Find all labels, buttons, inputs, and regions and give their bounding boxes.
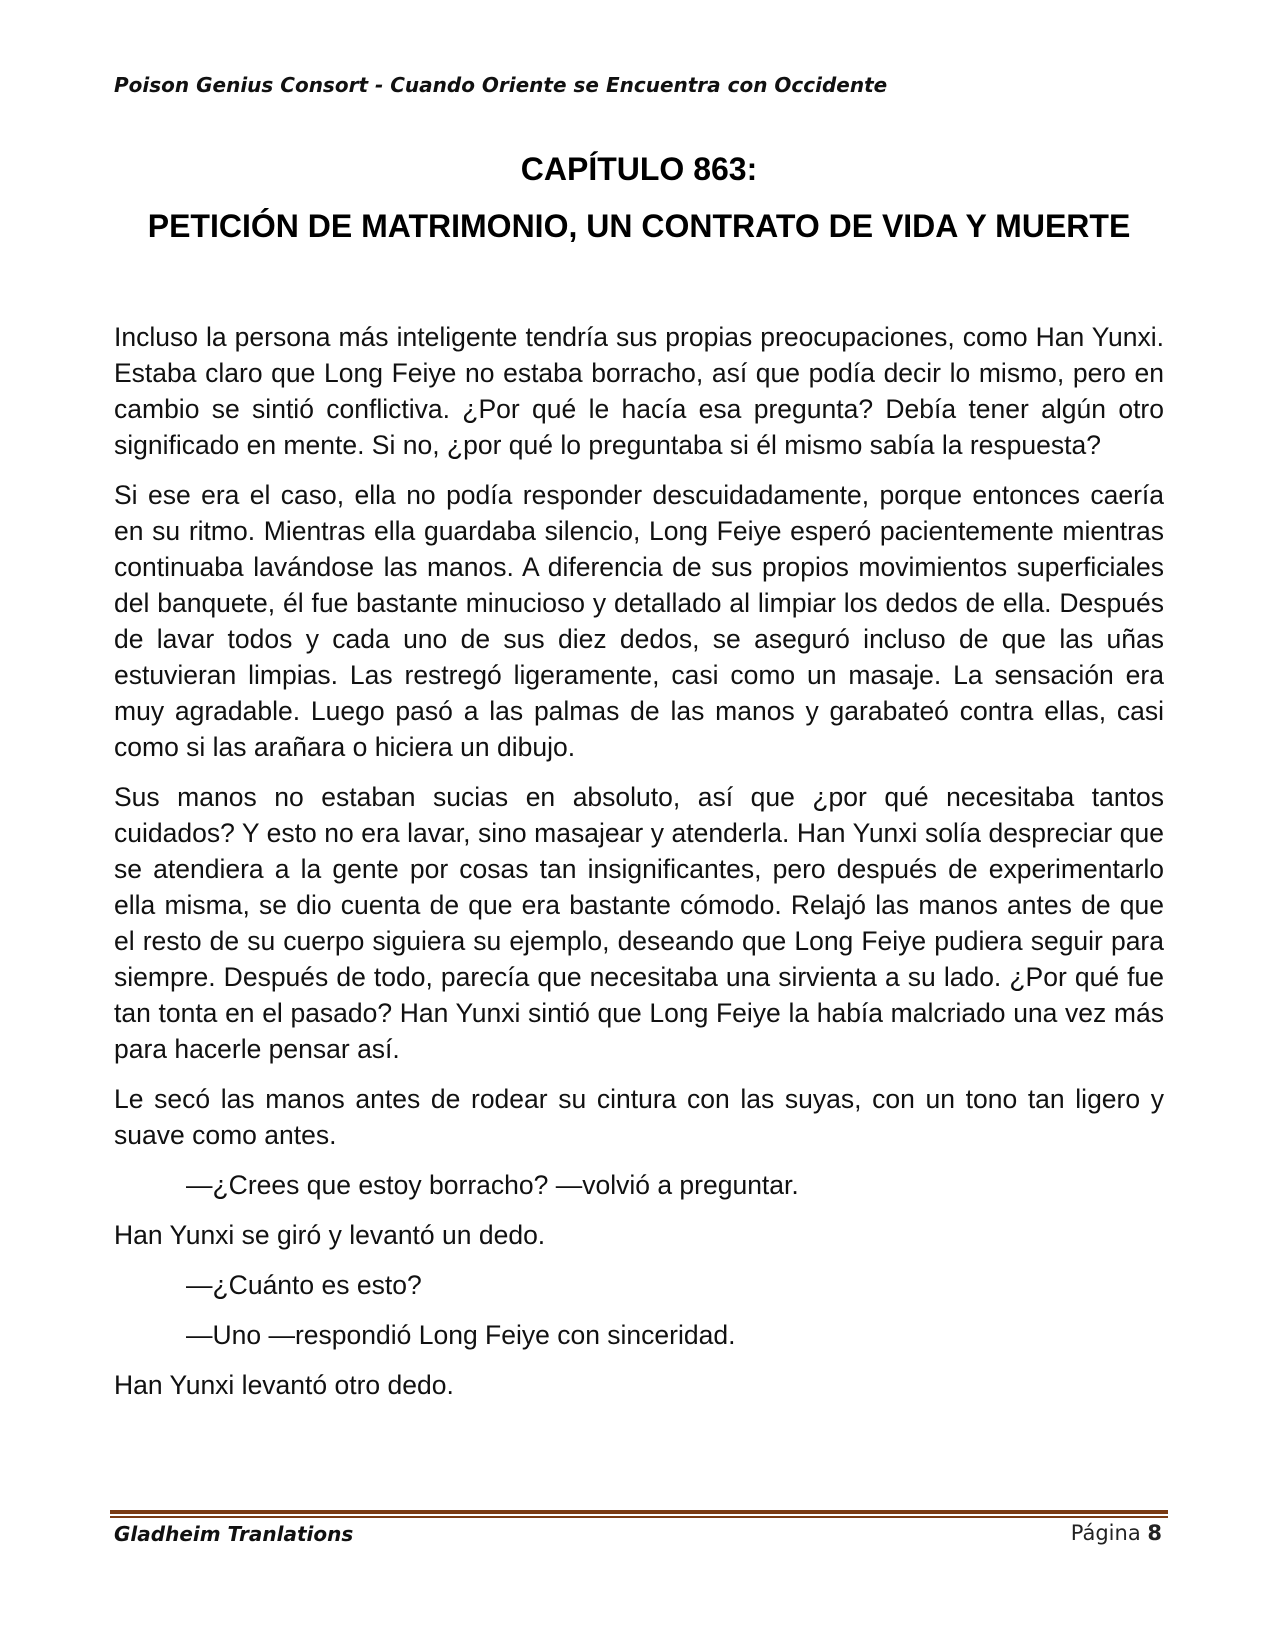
page-number [1071,1521,1162,1545]
chapter-heading [114,148,1164,247]
dialogue-line: —¿Cuánto es esto? [186,1270,422,1300]
paragraph: Sus manos no estaban sucias en absoluto, así que ¿por qué necesitaba tantos cuidados? Y esto no era lavar, sino masajear y atenderla. Han Yunxi solía despreciar que se atendiera a la gente por cosas tan insignificantes, pero después de experimentarlo ella misma, se dio cuenta de que era bastante cómodo. Relajó las manos antes de que el resto de su cuerpo siguiera su ejemplo, deseando que Long Feiye pudiera seguir para siempre. Después de todo, parecía que necesitaba una sirvienta a su lado. ¿Por qué fue tan tonta en el pasado? Han Yunxi sintió que Long Feiye la había malcriado una vez más para hacerle pensar así. [114,782,1164,1064]
paragraph: Le secó las manos antes de rodear su cintura con las suyas, con un tono tan ligero y suave como antes. [114,1084,1164,1150]
paragraph: Han Yunxi se giró y levantó un dedo. [114,1220,546,1250]
page-label: Página [1070,1521,1141,1545]
footer-divider-thin [110,1516,1168,1518]
chapter-body [114,319,1164,1417]
dialogue-line: —Uno —respondió Long Feiye con sinceridad. [186,1320,736,1350]
dialogue-line: —¿Crees que estoy borracho? —volvió a preguntar. [186,1170,799,1200]
chapter-number: CAPÍTULO 863: [520,151,758,187]
paragraph: Han Yunxi levantó otro dedo. [114,1370,454,1400]
footer-divider-thick [110,1510,1168,1514]
paragraph: Incluso la persona más inteligente tendría sus propias preocupaciones, como Han Yunxi. Estaba claro que Long Feiye no estaba borracho, así que podía decir lo mismo, pero en cambio se sintió conflictiva. ¿Por qué le hacía esa pregunta? Debía tener algún otro significado en mente. Si no, ¿por qué lo preguntaba si él mismo sabía la respuesta? [114,322,1164,460]
page-number-value: 8 [1147,1521,1162,1545]
chapter-title: PETICIÓN DE MATRIMONIO, UN CONTRATO DE VIDA Y MUERTE [147,208,1131,244]
paragraph: Si ese era el caso, ella no podía responder descuidadamente, porque entonces caería en su ritmo. Mientras ella guardaba silencio, Long Feiye esperó pacientemente mientras continuaba lavándose las manos. A diferencia de sus propios movimientos superficiales del banquete, él fue bastante minucioso y detallado al limpiar los dedos de ella. Después de lavar todos y cada uno de sus diez dedos, se aseguró incluso de que las uñas estuvieran limpias. Las restregó ligeramente, casi como un masaje. La sensación era muy agradable. Luego pasó a las palmas de las manos y garabateó contra ellas, casi como si las arañara o hiciera un dibujo. [114,480,1164,762]
running-header: Poison Genius Consort - Cuando Oriente se Encuentra con Occidente [114,73,888,97]
footer-credit: Gladheim Tranlations [114,1522,354,1546]
